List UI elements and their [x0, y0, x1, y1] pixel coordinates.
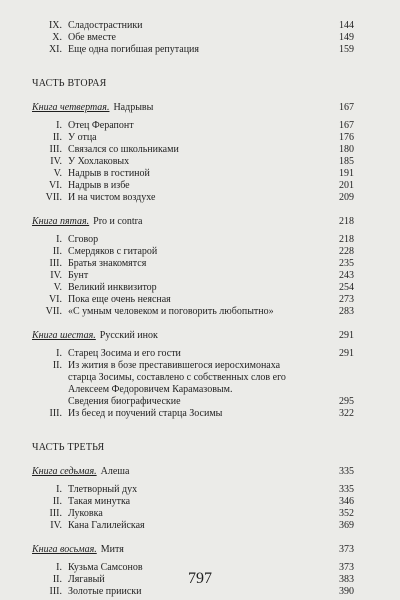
toc-row	[32, 144, 354, 156]
chapter-title: Отец Ферапонт	[68, 120, 134, 131]
toc-row	[32, 192, 354, 204]
book-page: 335	[339, 466, 354, 477]
chapter-page: 191	[339, 168, 354, 179]
toc-row	[32, 120, 354, 132]
chapter-number: III.	[49, 508, 62, 519]
chapter-page: 209	[339, 192, 354, 203]
chapter-number: I.	[56, 484, 62, 495]
toc-row	[32, 168, 354, 180]
chapter-number: X.	[52, 32, 62, 43]
chapter-page: 201	[339, 180, 354, 191]
toc-row	[32, 132, 354, 144]
toc-row	[32, 496, 354, 508]
chapter-number: II.	[52, 360, 62, 371]
chapter-number: III.	[49, 586, 62, 597]
book-page: 291	[339, 330, 354, 341]
book-page: 167	[339, 102, 354, 113]
toc-row	[32, 360, 354, 408]
chapter-number: V.	[53, 168, 62, 179]
chapter-title: «С умным человеком и поговорить любопытно»	[68, 306, 274, 317]
chapter-page: 335	[339, 484, 354, 495]
book-heading	[32, 330, 354, 342]
toc-row	[32, 520, 354, 532]
chapter-title: Кана Галилейская	[68, 520, 145, 531]
chapter-page: 383	[339, 574, 354, 585]
chapter-number: II.	[52, 574, 62, 585]
chapter-page: 144	[339, 20, 354, 31]
chapter-title: Бунт	[68, 270, 89, 281]
chapter-page: 390	[339, 586, 354, 597]
chapter-title: У отца	[68, 132, 97, 143]
book-label: Книга шестая.	[32, 330, 96, 341]
part-title: ЧАСТЬ ТРЕТЬЯ	[32, 442, 105, 453]
chapter-number: IX.	[48, 20, 62, 31]
chapter-title: Из жития в бозе преставившегося иеросхимонаха старца Зосимы, составлено с собственных слов его Алексеем Федоровичем Карамазовым. Сведения биографические	[68, 360, 286, 407]
chapter-page: 295	[339, 396, 354, 407]
chapter-page: 185	[339, 156, 354, 167]
chapter-number: I.	[56, 562, 62, 573]
book-title: Надрывы	[113, 102, 154, 113]
chapter-page: 254	[339, 282, 354, 293]
book-title: Алеша	[100, 466, 130, 477]
toc-row	[32, 484, 354, 496]
chapter-title: Смердяков с гитарой	[68, 246, 158, 257]
chapter-title: Кузьма Самсонов	[68, 562, 143, 573]
toc-row	[32, 306, 354, 318]
toc-section-partial	[32, 20, 354, 56]
page-number-footer: 797	[188, 570, 212, 587]
book-label: Книга пятая.	[32, 216, 90, 227]
toc-row	[32, 20, 354, 32]
chapter-number: III.	[49, 258, 62, 269]
book-label: Книга восьмая.	[32, 544, 97, 555]
chapter-page: 180	[339, 144, 354, 155]
toc-row	[32, 156, 354, 168]
toc-row	[32, 234, 354, 246]
chapter-title: Обе вместе	[68, 32, 116, 43]
chapter-title: Сговор	[68, 234, 99, 245]
book-heading	[32, 216, 354, 228]
chapter-page: 235	[339, 258, 354, 269]
chapter-title: У Хохлаковых	[68, 156, 130, 167]
toc-row	[32, 180, 354, 192]
chapter-title: Сладострастники	[68, 20, 143, 31]
chapter-title: Золотые прииски	[68, 586, 142, 597]
toc-row	[32, 348, 354, 360]
chapter-number: I.	[56, 234, 62, 245]
chapter-number: III.	[49, 144, 62, 155]
chapter-page: 291	[339, 348, 354, 359]
chapter-title: Пока еще очень неясная	[68, 294, 171, 305]
book-page: 373	[339, 544, 354, 555]
book-title: Митя	[100, 544, 124, 555]
chapter-number: I.	[56, 120, 62, 131]
chapter-title: И на чистом воздухе	[68, 192, 156, 203]
chapter-number: II.	[52, 246, 62, 257]
chapter-number: II.	[52, 496, 62, 507]
part-title: ЧАСТЬ ВТОРАЯ	[32, 78, 107, 89]
chapter-number: XI.	[48, 44, 62, 55]
chapter-title: Из бесед и поучений старца Зосимы	[68, 408, 223, 419]
chapter-number: VII.	[45, 192, 62, 203]
book-heading	[32, 466, 354, 478]
chapter-page: 149	[339, 32, 354, 43]
chapter-page: 322	[339, 408, 354, 419]
toc-row	[32, 282, 354, 294]
chapter-page: 283	[339, 306, 354, 317]
book-label: Книга четвертая.	[32, 102, 110, 113]
chapter-number: I.	[56, 348, 62, 359]
chapter-page: 373	[339, 562, 354, 573]
book-section	[32, 466, 354, 532]
book-title: Pro и contra	[93, 216, 143, 227]
chapter-title: Такая минутка	[68, 496, 131, 507]
chapter-title: Надрыв в избе	[68, 180, 130, 191]
toc-row	[32, 44, 354, 56]
chapter-title: Великий инквизитор	[68, 282, 157, 293]
book-section	[32, 102, 354, 204]
chapter-title: Старец Зосима и его гости	[68, 348, 181, 359]
chapter-number: III.	[49, 408, 62, 419]
chapter-number: VI.	[48, 294, 62, 305]
chapter-number: VII.	[45, 306, 62, 317]
chapter-page: 273	[339, 294, 354, 305]
chapter-title: Братья знакомятся	[68, 258, 147, 269]
toc-row	[32, 246, 354, 258]
chapter-page: 369	[339, 520, 354, 531]
book-label: Книга седьмая.	[32, 466, 97, 477]
chapter-number: IV.	[50, 156, 62, 167]
chapter-page: 228	[339, 246, 354, 257]
toc-row	[32, 408, 354, 420]
chapter-page: 243	[339, 270, 354, 281]
toc-row	[32, 32, 354, 44]
chapter-title: Связался со школьниками	[68, 144, 179, 155]
chapter-page: 159	[339, 44, 354, 55]
toc-row	[32, 270, 354, 282]
chapter-title: Тлетворный дух	[68, 484, 138, 495]
chapter-title: Надрыв в гостиной	[68, 168, 150, 179]
chapter-number: II.	[52, 132, 62, 143]
chapter-number: VI.	[48, 180, 62, 191]
chapter-page: 352	[339, 508, 354, 519]
chapter-page: 218	[339, 234, 354, 245]
toc-row	[32, 258, 354, 270]
book-title: Русский инок	[99, 330, 158, 341]
chapter-title: Луковка	[68, 508, 103, 519]
chapter-page: 346	[339, 496, 354, 507]
chapter-number: IV.	[50, 270, 62, 281]
chapter-title: Еще одна погибшая репутация	[68, 44, 199, 55]
chapter-number: V.	[53, 282, 62, 293]
book-heading	[32, 102, 354, 114]
chapter-page: 167	[339, 120, 354, 131]
book-heading	[32, 544, 354, 556]
chapter-page: 176	[339, 132, 354, 143]
chapter-title: Лягавый	[68, 574, 105, 585]
book-section	[32, 330, 354, 420]
toc-row	[32, 294, 354, 306]
chapter-number: IV.	[50, 520, 62, 531]
book-page: 218	[339, 216, 354, 227]
book-section	[32, 216, 354, 318]
toc-row	[32, 508, 354, 520]
